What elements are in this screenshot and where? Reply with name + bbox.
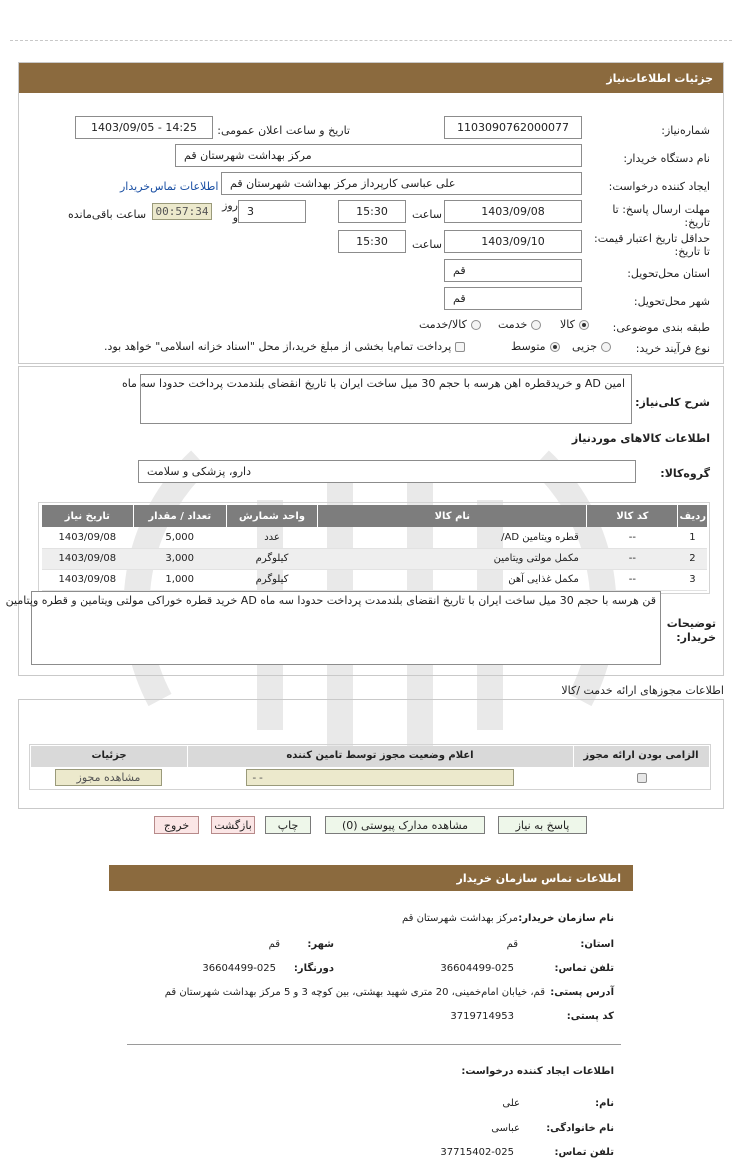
cell-date: 1403/09/08 bbox=[42, 569, 134, 590]
cell-unit: کیلوگرم bbox=[226, 548, 317, 569]
process-medium-text: متوسط bbox=[511, 340, 546, 353]
goods-table bbox=[41, 505, 707, 591]
contact-postal-label: کد پستی: bbox=[566, 1011, 614, 1022]
contact-divider bbox=[127, 1044, 621, 1045]
contact-province-label: استان: bbox=[580, 939, 614, 950]
radio-medium[interactable] bbox=[550, 342, 560, 352]
attachments-button[interactable]: مشاهده مدارک پیوستی (0) bbox=[325, 816, 485, 834]
announce-label: تاریخ و ساعت اعلان عمومی: bbox=[217, 124, 350, 137]
process-minor-option[interactable] bbox=[572, 340, 611, 353]
province-label: استان محل‌تحویل: bbox=[627, 267, 710, 280]
buyer-notes-field bbox=[5, 591, 661, 665]
cell-name: قطره ویتامین AD/ bbox=[318, 527, 587, 548]
col-name: نام کالا bbox=[318, 505, 587, 527]
cell-qty: 3,000 bbox=[133, 548, 226, 569]
contact-city-value: قم bbox=[268, 939, 280, 950]
buyer-notes-label: توضیحات خریدار: bbox=[666, 617, 716, 644]
validity-date-field: 1403/09/10 bbox=[444, 230, 582, 253]
creator-family-value: عباسی bbox=[491, 1123, 520, 1134]
radio-both[interactable] bbox=[471, 320, 481, 330]
goods-group-label: گروه‌کالا: bbox=[660, 467, 710, 480]
creator-phone-value: 37715402-025 bbox=[440, 1147, 514, 1158]
table-row[interactable] bbox=[42, 548, 708, 569]
buyer-org-label: نام دستگاه خریدار: bbox=[623, 152, 710, 165]
col-qty: تعداد / مقدار bbox=[133, 505, 226, 527]
contact-phone-value: 36604499-025 bbox=[440, 963, 514, 974]
process-label: نوع فرآیند خرید: bbox=[635, 342, 710, 355]
reply-time-field: 15:30 bbox=[338, 200, 406, 223]
process-medium-option[interactable] bbox=[511, 340, 560, 353]
creator-name-value: علی bbox=[502, 1098, 520, 1109]
category-service-text: خدمت bbox=[498, 318, 528, 331]
province-field: قم bbox=[444, 259, 582, 282]
top-divider bbox=[10, 40, 732, 41]
radio-service[interactable] bbox=[531, 320, 541, 330]
announce-field: 1403/09/05 - 14:25 bbox=[75, 116, 213, 139]
validity-time-field: 15:30 bbox=[338, 230, 406, 253]
contact-org-value: مرکز بهداشت شهرستان قم bbox=[401, 913, 518, 924]
contact-phone-label: تلفن تماس: bbox=[554, 963, 614, 974]
process-minor-text: جزیی bbox=[572, 340, 598, 353]
creator-section-title: اطلاعات ایجاد کننده درخواست: bbox=[461, 1066, 614, 1077]
days-field: 3 bbox=[238, 200, 306, 223]
description-label: شرح کلی‌نیاز: bbox=[635, 396, 710, 409]
treasury-note: پرداخت تمام‌یا بخشی از مبلغ خرید،از محل "اسناد خزانه اسلامی" خواهد بود. bbox=[104, 340, 452, 353]
cell-date: 1403/09/08 bbox=[42, 548, 134, 569]
validity-time-label: ساعت bbox=[412, 238, 442, 251]
reply-time-label: ساعت bbox=[412, 208, 442, 221]
remaining-timer: 00:57:34 bbox=[152, 203, 212, 220]
creator-label: ایجاد کننده درخواست: bbox=[608, 180, 710, 193]
reply-deadline-label: مهلت ارسال پاسخ: تا تاریخ: bbox=[612, 203, 710, 229]
permit-divider-2 bbox=[573, 746, 574, 767]
creator-field: علی عباسی کارپرداز مرکز بهداشت شهرستان قم bbox=[221, 172, 582, 195]
print-button[interactable]: چاپ bbox=[265, 816, 311, 834]
contact-address-value: قم، خیابان امام‌خمینی، 20 متری شهید بهشتی، بین کوچه 3 و 5 مرکز بهداشت شهرستان قم bbox=[164, 987, 545, 998]
need-number-label: شماره‌نیاز: bbox=[661, 124, 710, 137]
contact-fax-value: 36604499-025 bbox=[202, 963, 276, 974]
buyer-org-field: مرکز بهداشت شهرستان قم bbox=[175, 144, 582, 167]
permit-col-details: جزئیات bbox=[91, 750, 127, 761]
goods-group-field: دارو، پزشکی و سلامت bbox=[138, 460, 636, 483]
description-text: امین AD و خریدقطره اهن هرسه با حجم 30 میل ساخت ایران با تاریخ انقضای بلندمدت پرداخت حدودا سه ماه bbox=[121, 377, 625, 390]
treasury-option[interactable] bbox=[104, 340, 465, 353]
goods-table-wrap bbox=[38, 502, 710, 594]
view-permit-button[interactable]: مشاهده مجوز bbox=[55, 769, 162, 786]
category-service-option[interactable] bbox=[498, 318, 541, 331]
cell-name: مکمل غذایی آهن bbox=[318, 569, 587, 590]
validity-label: حداقل تاریخ اعتبار قیمت: تا تاریخ: bbox=[594, 232, 710, 258]
cell-row: 2 bbox=[678, 548, 707, 569]
days-label: روز و bbox=[222, 199, 238, 224]
radio-goods[interactable] bbox=[579, 320, 589, 330]
category-both-text: کالا/خدمت bbox=[419, 318, 467, 331]
permit-col-status: اعلام وضعیت مجوز توسط تامین کننده bbox=[286, 750, 474, 761]
cell-unit: کیلوگرم bbox=[226, 569, 317, 590]
cell-row: 1 bbox=[678, 527, 707, 548]
exit-button[interactable]: خروج bbox=[154, 816, 199, 834]
goods-section-label: اطلاعات کالاهای موردنیاز bbox=[571, 432, 710, 445]
details-header bbox=[19, 63, 723, 93]
cell-unit: عدد bbox=[226, 527, 317, 548]
category-goods-text: کالا bbox=[560, 318, 575, 331]
remaining-label: ساعت باقی‌مانده bbox=[68, 208, 147, 221]
goods-header-row bbox=[42, 505, 708, 527]
col-date: تاریخ نیاز bbox=[42, 505, 134, 527]
permit-col-required: الزامی بودن ارائه مجوز bbox=[583, 750, 699, 761]
description-field bbox=[121, 374, 632, 424]
contact-address-label: آدرس پستی: bbox=[550, 987, 614, 998]
cell-code: -- bbox=[587, 548, 678, 569]
table-row[interactable] bbox=[42, 527, 708, 548]
permit-status-field[interactable]: -- bbox=[246, 769, 514, 786]
back-button[interactable]: بازگشت bbox=[211, 816, 255, 834]
treasury-checkbox[interactable] bbox=[455, 342, 465, 352]
permit-required-checkbox[interactable] bbox=[637, 773, 647, 783]
col-unit: واحد شمارش bbox=[226, 505, 317, 527]
contact-postal-value: 3719714953 bbox=[450, 1011, 514, 1022]
cell-name: مکمل مولتی ویتامین bbox=[318, 548, 587, 569]
city-field: قم bbox=[444, 287, 582, 310]
contact-title: اطلاعات تماس سازمان خریدار bbox=[456, 871, 621, 885]
category-label: طبقه بندی موضوعی: bbox=[612, 321, 710, 334]
contact-city-label: شهر: bbox=[307, 939, 334, 950]
cell-qty: 1,000 bbox=[133, 569, 226, 590]
col-row: ردیف bbox=[678, 505, 707, 527]
buyer-contact-link[interactable]: اطلاعات تماس‌خریدار bbox=[120, 180, 219, 193]
contact-province-value: قم bbox=[506, 939, 518, 950]
need-number-field: 1103090762000077 bbox=[444, 116, 582, 139]
cell-date: 1403/09/08 bbox=[42, 527, 134, 548]
section-title: جزئیات اطلاعات‌نیاز bbox=[606, 71, 713, 85]
reply-date-field: 1403/09/08 bbox=[444, 200, 582, 223]
permit-divider-1 bbox=[187, 746, 188, 767]
creator-name-label: نام: bbox=[595, 1098, 614, 1109]
category-both-option[interactable] bbox=[419, 318, 481, 331]
creator-family-label: نام خانوادگی: bbox=[546, 1123, 614, 1134]
city-label: شهر محل‌تحویل: bbox=[633, 295, 710, 308]
creator-phone-label: تلفن تماس: bbox=[554, 1147, 614, 1158]
col-code: کد کالا bbox=[587, 505, 678, 527]
cell-code: -- bbox=[587, 527, 678, 548]
cell-qty: 5,000 bbox=[133, 527, 226, 548]
cell-row: 3 bbox=[678, 569, 707, 590]
permits-table bbox=[29, 744, 711, 790]
contact-header bbox=[109, 865, 633, 891]
permits-section-label: اطلاعات مجوزهای ارائه خدمت /کالا bbox=[561, 684, 724, 697]
table-row[interactable] bbox=[42, 569, 708, 590]
contact-org-label: نام سازمان خریدار: bbox=[518, 913, 614, 924]
category-goods-option[interactable] bbox=[560, 318, 589, 331]
contact-fax-label: دورنگار: bbox=[293, 963, 334, 974]
buyer-notes-text: قن هرسه با حجم 30 میل ساخت ایران با تاریخ انقضای بلندمدت پرداخت حدودا سه ماه AD خرید قطره خوراکی مولتی ویتامین و قطره ویتامین bbox=[5, 594, 656, 607]
reply-button[interactable]: پاسخ به نیاز bbox=[498, 816, 587, 834]
cell-code: -- bbox=[587, 569, 678, 590]
radio-minor[interactable] bbox=[601, 342, 611, 352]
